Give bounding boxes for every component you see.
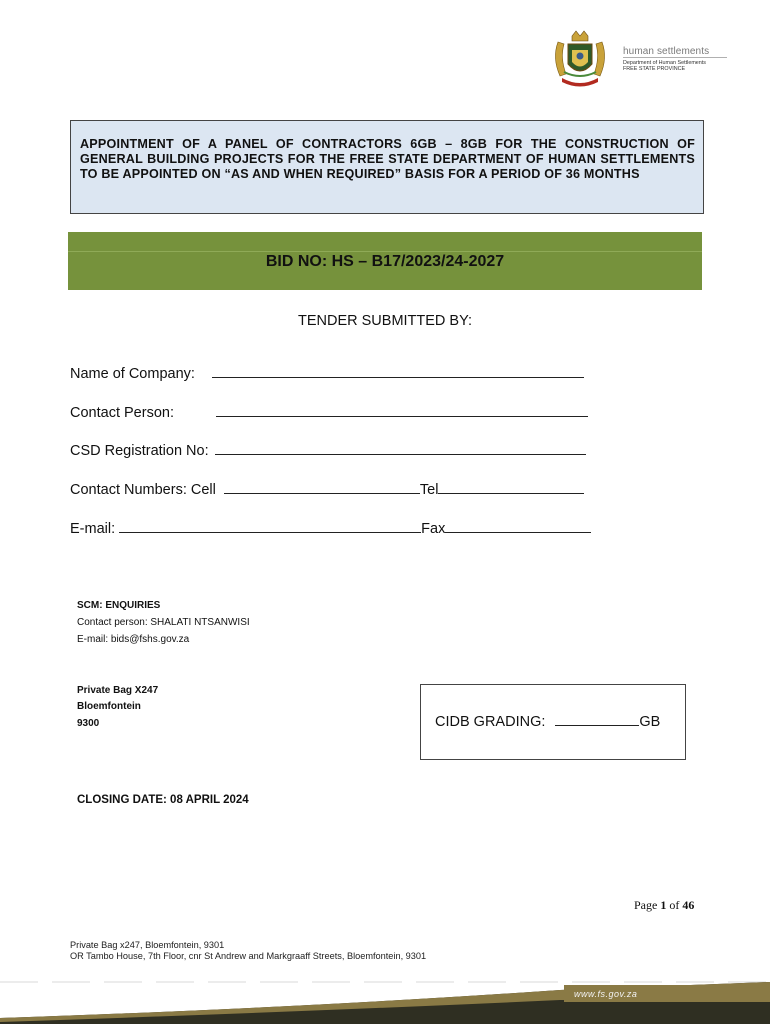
cidb-grading-field[interactable] bbox=[555, 711, 639, 726]
page-word: Page bbox=[634, 898, 658, 912]
contact-person-field[interactable] bbox=[216, 402, 588, 417]
footer-website-link[interactable]: www.fs.gov.za bbox=[574, 989, 638, 999]
cidb-grading-row bbox=[435, 711, 660, 730]
csd-registration-label: CSD Registration No: bbox=[70, 443, 209, 459]
contact-person-row bbox=[70, 402, 588, 421]
free-state-coat-of-arms-icon bbox=[544, 28, 616, 90]
company-name-label: Name of Company: bbox=[70, 366, 195, 382]
company-name-row bbox=[70, 363, 584, 382]
email-field[interactable] bbox=[119, 518, 421, 533]
address-postcode: 9300 bbox=[77, 718, 100, 729]
tel-label: Tel bbox=[419, 482, 439, 498]
cell-number-field[interactable] bbox=[224, 479, 420, 494]
contact-person-label: Contact Person: bbox=[70, 405, 174, 421]
page-total: 46 bbox=[682, 898, 695, 912]
contact-numbers-row bbox=[70, 479, 584, 498]
department-name: human settlements bbox=[623, 46, 710, 57]
tender-title-box bbox=[70, 120, 704, 214]
tel-number-field[interactable] bbox=[438, 479, 584, 494]
fax-field[interactable] bbox=[445, 518, 591, 533]
page-of: of bbox=[669, 898, 680, 912]
footer-address-line-2: OR Tambo House, 7th Floor, cnr St Andrew and Markgraaff Streets, Bloemfontein, 9301 bbox=[70, 951, 427, 961]
address-line-2: Bloemfontein bbox=[77, 701, 141, 712]
bid-number-banner bbox=[68, 232, 702, 290]
email-label: E-mail: bbox=[70, 521, 116, 537]
header-divider bbox=[623, 57, 727, 58]
closing-date: CLOSING DATE: 08 APRIL 2024 bbox=[77, 794, 249, 806]
bid-number: BID NO: HS – B17/2023/24-2027 bbox=[265, 253, 505, 270]
fax-label: Fax bbox=[421, 521, 446, 537]
banner-divider bbox=[68, 251, 702, 252]
company-name-field[interactable] bbox=[212, 363, 584, 378]
cidb-grading-suffix: GB bbox=[639, 714, 661, 730]
email-fax-row bbox=[70, 518, 591, 537]
footer-decoration bbox=[0, 960, 770, 1024]
cidb-grading-label: CIDB GRADING: bbox=[435, 714, 546, 730]
address-line-1: Private Bag X247 bbox=[77, 685, 159, 696]
tender-submitted-by-heading: TENDER SUBMITTED BY: bbox=[297, 313, 473, 329]
page-current: 1 bbox=[660, 898, 667, 912]
page-number bbox=[634, 898, 694, 913]
footer-address-line-1: Private Bag x247, Bloemfontein, 9301 bbox=[70, 940, 225, 950]
department-subtitle: Department of Human Settlements bbox=[623, 60, 706, 66]
scm-contact-person: Contact person: SHALATI NTSANWISI bbox=[77, 617, 250, 628]
csd-registration-row bbox=[70, 440, 586, 459]
province-name: FREE STATE PROVINCE bbox=[623, 66, 686, 72]
cell-label: Contact Numbers: Cell bbox=[70, 482, 216, 498]
tender-title: APPOINTMENT OF A PANEL OF CONTRACTORS 6GB – 8GB FOR THE CONSTRUCTION OF GENERAL BUILDING PROJECTS FOR THE FREE STATE DEPARTMENT OF HUMAN SETTLEMENTS TO BE APPOINTED ON “AS AND WHEN REQUIRED” BASIS FOR A PERIOD OF 36 MONTHS bbox=[80, 137, 695, 181]
csd-registration-field[interactable] bbox=[215, 440, 586, 455]
cidb-grading-box bbox=[420, 684, 686, 760]
scm-email: E-mail: bids@fshs.gov.za bbox=[77, 634, 190, 645]
scm-enquiries-heading: SCM: ENQUIRIES bbox=[77, 600, 161, 611]
